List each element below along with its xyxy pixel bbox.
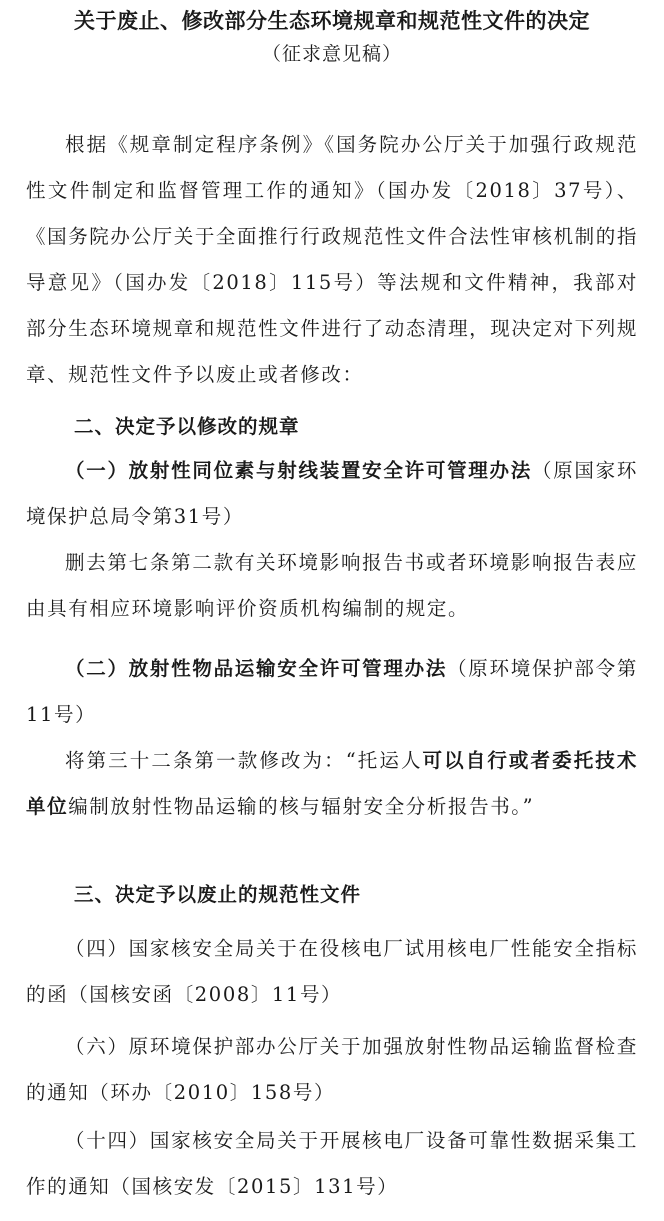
item-2-name: （二）放射性物品运输安全许可管理办法 xyxy=(65,657,448,680)
section-2-item-2-title xyxy=(26,646,638,738)
item-1-source: （原国家环境保护总局令第31号） xyxy=(26,459,638,528)
item-2-text-bold: 可以自行或者委托技术单位 xyxy=(26,749,638,818)
intro-paragraph: 根据《规章制定程序条例》《国务院办公厅关于加强行政规范性文件制定和监督管理工作的通知》（国办发〔2018〕37号）、《国务院办公厅关于全面推行行政规范性文件合法性审核机制的指导意见》（国办发〔2018〕115号）等法规和文件精神，我部对部分生态环境规章和规范性文件进行了动态清理，现决定对下列规章、规范性文件予以废止或者修改： xyxy=(26,133,638,386)
section-2-item-1-title xyxy=(26,448,638,540)
document-subtitle: （征求意见稿） xyxy=(261,43,402,65)
section-2-heading: 二、决定予以修改的规章 xyxy=(74,415,300,438)
document-title: 关于废止、修改部分生态环境规章和规范性文件的决定 xyxy=(74,9,590,33)
section-2-item-1-text: 删去第七条第二款有关环境影响报告书或者环境影响报告表应由具有相应环境影响评价资质机构编制的规定。 xyxy=(26,551,638,620)
section-3-item: （十四）国家核安全局关于开展核电厂设备可靠性数据采集工作的通知（国核安发〔2015〕131号） xyxy=(26,1129,638,1198)
section-3-item: （六）原环境保护部办公厅关于加强放射性物品运输监督检查的通知（环办〔2010〕158号） xyxy=(26,1035,638,1104)
section-3-heading: 三、决定予以废止的规范性文件 xyxy=(74,883,362,906)
item-2-text-prefix: 将第三十二条第一款修改为：“托运人 xyxy=(65,749,423,772)
item-2-source: （原环境保护部令第11号） xyxy=(26,657,638,726)
section-3-item: （四）国家核安全局关于在役核电厂试用核电厂性能安全指标的函（国核安函〔2008〕11号） xyxy=(26,937,638,1006)
item-2-text-suffix: 编制放射性物品运输的核与辐射安全分析报告书。” xyxy=(68,795,535,818)
item-1-name: （一）放射性同位素与射线装置安全许可管理办法 xyxy=(65,459,532,482)
section-2-item-2-text xyxy=(26,738,638,830)
